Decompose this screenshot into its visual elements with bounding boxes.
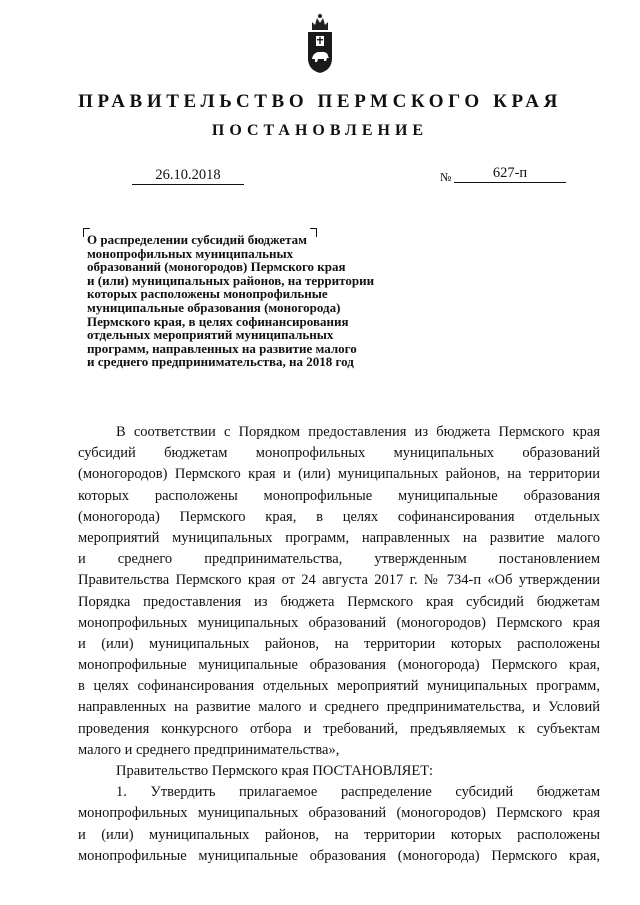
number-label: № (440, 170, 452, 184)
body-line: малого и среднего предпринимательства», (78, 741, 340, 758)
subject-line: Пермского края, в целях софинансирования (87, 313, 349, 329)
body-line: субсидий бюджетам монопрофильных муниципальных образований (78, 445, 600, 462)
document-subject (87, 233, 437, 369)
body-line: мероприятий муниципальных программ, направленных на развитие малого (78, 529, 600, 546)
body-line: и среднего предпринимательства, утвержденным постановлением (78, 551, 600, 568)
body-line: Порядка предоставления из бюджета Пермского края субсидий бюджетам (78, 593, 600, 610)
subject-line: отдельных мероприятий муниципальных (87, 327, 334, 343)
document-number: 627-п (454, 165, 566, 183)
subject-line: и среднего предпринимательства, на 2018 год (87, 354, 354, 370)
subject-line: и (или) муниципальных районов, на территории (87, 272, 375, 288)
body-line: В соответствии с Порядком предоставления из бюджета Пермского края (116, 424, 600, 440)
government-title: ПРАВИТЕЛЬСТВО ПЕРМСКОГО КРАЯ (78, 91, 562, 112)
body-line: монопрофильные муниципальные образования (моногорода) Пермского края, (78, 847, 600, 864)
body-line: и (или) муниципальных районов, на территории которых расположены (78, 826, 600, 843)
body-line: проведения конкурсного отбора и требований, предъявляемых к субъектам (78, 720, 600, 737)
body-line: монопрофильных муниципальных образований (моногородов) Пермского края (78, 805, 600, 822)
body-line: 1. Утвердить прилагаемое распределение субсидий бюджетам (116, 784, 600, 801)
body-line: монопрофильных муниципальных образований (моногородов) Пермского края (78, 614, 600, 631)
subject-line: образований (моногородов) Пермского края (87, 259, 346, 275)
subject-line: муниципальные образования (моногорода) (87, 299, 341, 315)
body-line: направленных на развитие малого и среднего предпринимательства, и Условий (78, 699, 600, 716)
body-line: и (или) муниципальных районов, на территории которых расположены (78, 635, 600, 652)
body-line: которых расположены монопрофильные муниципальные образования (78, 487, 600, 504)
subject-line: программ, направленных на развитие малого (87, 340, 357, 356)
body-line: монопрофильные муниципальные образования (моногорода) Пермского края, (78, 657, 600, 674)
body-line: (моногорода) Пермского края, в целях софинансирования отдельных (78, 508, 600, 525)
subject-line: монопрофильных муниципальных (87, 245, 294, 261)
perm-krai-coat-of-arms-icon (307, 12, 333, 74)
document-date: 26.10.2018 (132, 167, 244, 185)
body-line: Правительства Пермского края от 24 августа 2017 г. № 734-п «Об утверждении (78, 572, 600, 589)
body-line: Правительство Пермского края ПОСТАНОВЛЯЕТ: (116, 763, 434, 779)
subject-line: которых расположены монопрофильные (87, 286, 328, 302)
subject-line: О распределении субсидий бюджетам (87, 232, 307, 247)
document-type: ПОСТАНОВЛЕНИЕ (211, 122, 429, 139)
body-line: (моногородов) Пермского края и (или) муниципальных районов, на территории (78, 466, 600, 483)
body-line: в целях софинансирования отдельных мероприятий муниципальных программ, (78, 678, 600, 695)
document-body (78, 422, 600, 867)
